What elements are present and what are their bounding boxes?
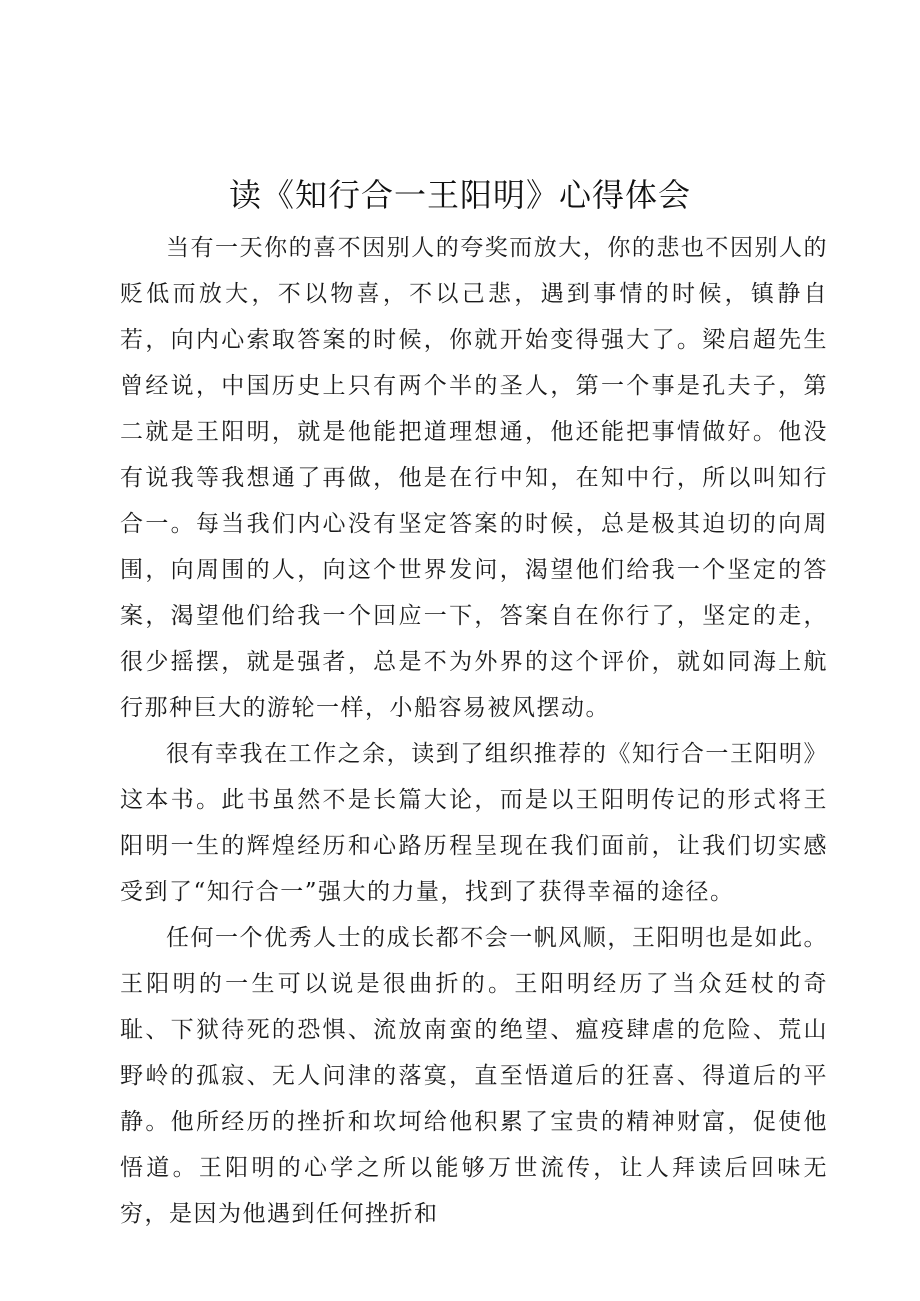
- paragraph-3: 任何一个优秀人士的成长都不会一帆风顺，王阳明也是如此。王阳明的一生可以说是很曲折的。王阳明经历了当众廷杖的奇耻、下狱待死的恐惧、流放南蛮的绝望、瘟疫肆虐的危险、荒山野岭的孤寂、无人问津的落寞，直至悟道后的狂喜、得道后的平静。他所经历的挫折和坎坷给他积累了宝贵的精神财富，促使他悟道。王阳明的心学之所以能够万世流传，让人拜读后回味无穷，是因为他遇到任何挫折和: [120, 925, 828, 1227]
- paragraph-2: 很有幸我在工作之余，读到了组织推荐的《知行合一王阳明》这本书。此书虽然不是长篇大论，而是以王阳明传记的形式将王阳明一生的辉煌经历和心路历程呈现在我们面前，让我们切实感受到了“知行合一”强大的力量，找到了获得幸福的途径。: [120, 741, 828, 905]
- document-body: [120, 225, 828, 1237]
- document-title: 读《知行合一王阳明》心得体会: [228, 176, 691, 214]
- paragraph-1: 当有一天你的喜不因别人的夸奖而放大，你的悲也不因别人的贬低而放大，不以物喜，不以己悲，遇到事情的时候，镇静自若，向内心索取答案的时候，你就开始变得强大了。梁启超先生曾经说，中国历史上只有两个半的圣人，第一个事是孔夫子，第二就是王阳明，就是他能把道理想通，他还能把事情做好。他没有说我等我想通了再做，他是在行中知，在知中行，所以叫知行合一。每当我们内心没有坚定答案的时候，总是极其迫切的向周围，向周围的人，向这个世界发问，渴望他们给我一个坚定的答案，渴望他们给我一个回应一下，答案自在你行了，坚定的走，很少摇摆，就是强者，总是不为外界的这个评价，就如同海上航行那种巨大的游轮一样，小船容易被风摆动。: [120, 235, 828, 721]
